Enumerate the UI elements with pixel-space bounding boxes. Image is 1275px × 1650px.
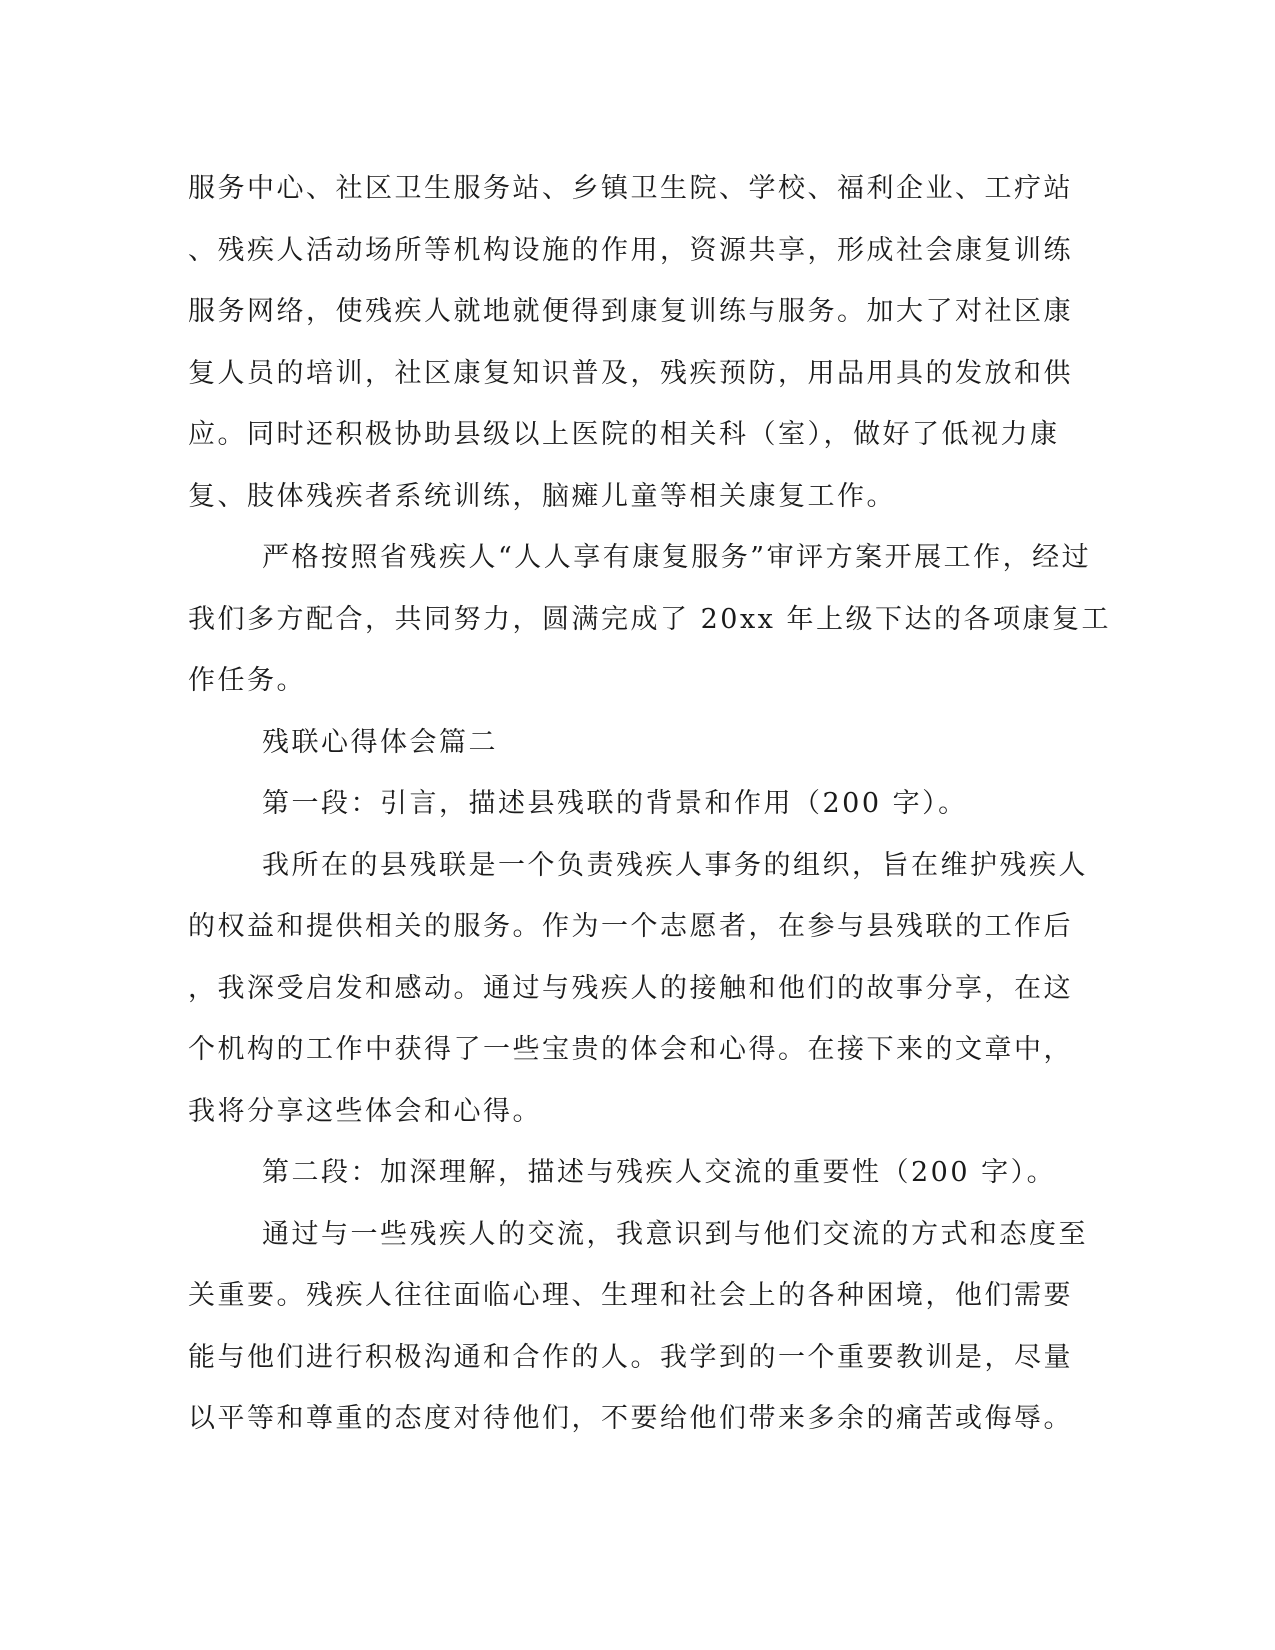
- text-line: 能与他们进行积极沟通和合作的人。我学到的一个重要教训是，尽量: [188, 1341, 1073, 1373]
- text-line: 服务中心、社区卫生服务站、乡镇卫生院、学校、福利企业、工疗站: [188, 173, 1073, 204]
- paragraph-heading-1: 第一段：引言，描述县残联的背景和作用（200 字）。: [262, 788, 968, 819]
- text-line: 我将分享这些体会和心得。: [188, 1095, 542, 1127]
- text-line: 的权益和提供相关的服务。作为一个志愿者，在参与县残联的工作后: [188, 911, 1073, 942]
- text-line: 作任务。: [188, 665, 306, 696]
- text-line: 应。同时还积极协助县级以上医院的相关科（室），做好了低视力康: [188, 419, 1060, 450]
- paragraph-heading-2: 第二段：加深理解，描述与残疾人交流的重要性（200 字）。: [262, 1157, 1057, 1188]
- paragraph-start-line: 我所在的县残联是一个负责残疾人事务的组织，旨在维护残疾人: [262, 849, 1088, 881]
- paragraph-start-line: 严格按照省残疾人“人人享有康复服务”审评方案开展工作，经过: [262, 542, 1092, 573]
- text-line: ，我深受启发和感动。通过与残疾人的接触和他们的故事分享，在这: [188, 972, 1073, 1004]
- text-line: 以平等和尊重的态度对待他们，不要给他们带来多余的痛苦或侮辱。: [188, 1403, 1073, 1434]
- paragraph-start-line: 通过与一些残疾人的交流，我意识到与他们交流的方式和态度至: [262, 1218, 1088, 1250]
- text-line: 复、肢体残疾者系统训练，脑瘫儿童等相关康复工作。: [188, 480, 896, 512]
- text-line: 关重要。残疾人往往面临心理、生理和社会上的各种困境，他们需要: [188, 1280, 1073, 1311]
- text-line: 复人员的培训，社区康复知识普及，残疾预防，用品用具的发放和供: [188, 357, 1073, 389]
- body-text: [188, 158, 1111, 1450]
- text-line: 个机构的工作中获得了一些宝贵的体会和心得。在接下来的文章中，: [188, 1034, 1073, 1065]
- text-line: 服务网络，使残疾人就地就便得到康复训练与服务。加大了对社区康: [188, 296, 1073, 327]
- section-heading: 残联心得体会篇二: [262, 726, 498, 758]
- text-line: 我们多方配合，共同努力，圆满完成了 20xx 年上级下达的各项康复工: [188, 603, 1111, 635]
- text-line: 、残疾人活动场所等机构设施的作用，资源共享，形成社会康复训练: [188, 234, 1073, 266]
